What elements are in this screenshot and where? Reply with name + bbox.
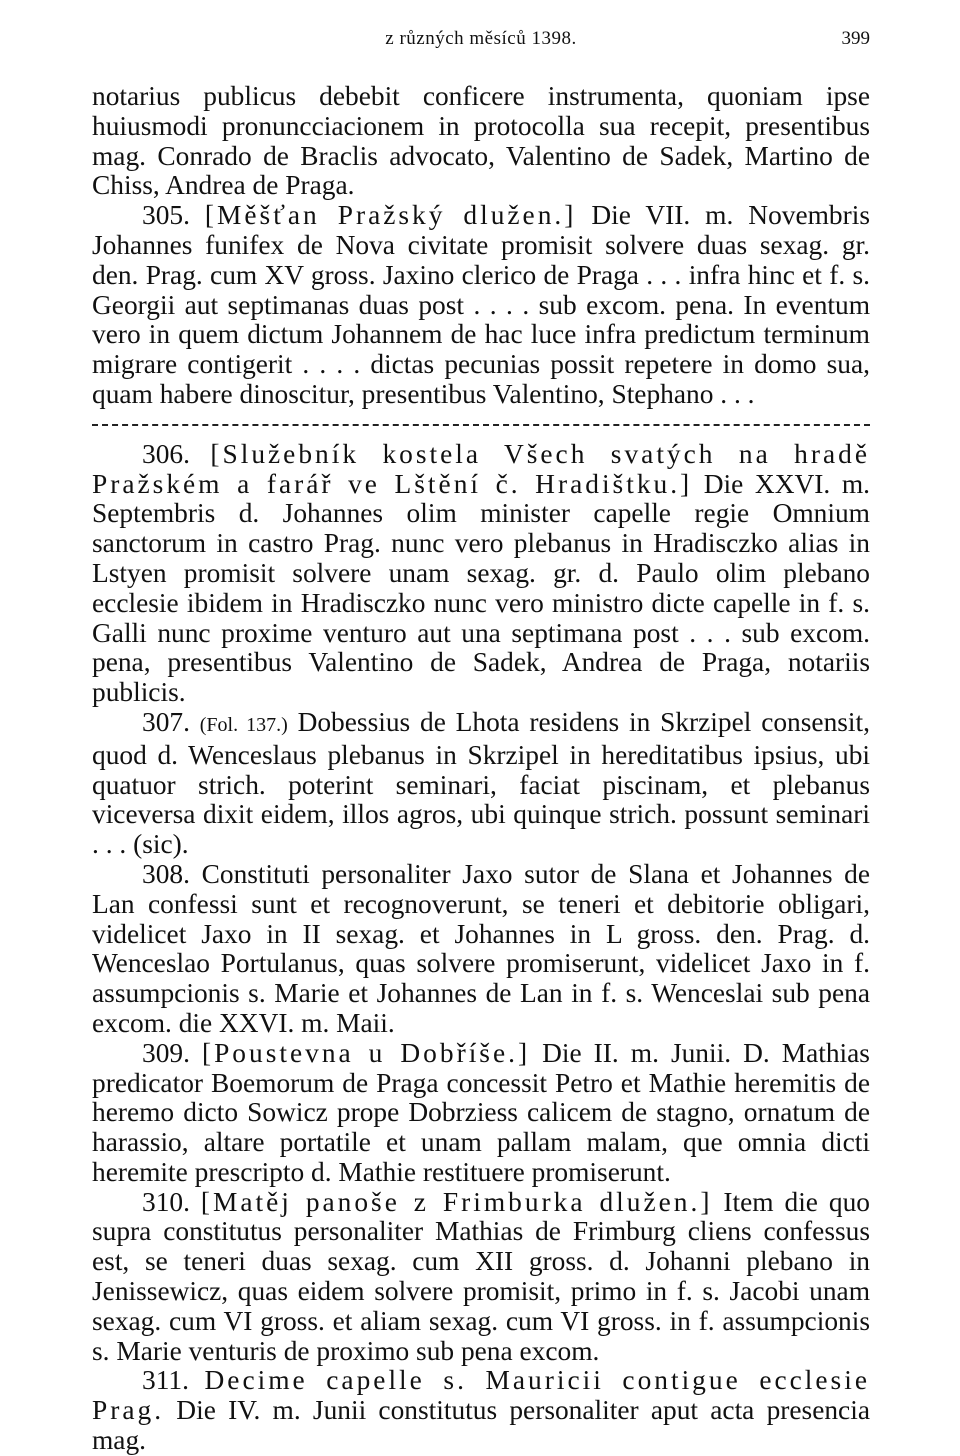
entry-text: Die XXVI. m. Septembris d. Johannes olim minister capelle regie Omnium sanctorum in castro Prag. nunc vero plebanus in Hradisczko alias in Lstyen promisit solvere unam sexag. gr. d. Paulo olim plebano ecclesie ibidem in Hradisczko nunc vero ministro dicte capelle in f. s. Galli nunc proxime venturo aut una septimana post . . . sub excom. pena, presentibus Valentino de Sadek, Andrea de Praga, notariis publicis. — [92, 468, 870, 708]
entry-text: Dobessius de Lhota residens in Skrzipel consensit, quod d. Wenceslaus plebanus in Skrzipel in hereditatibus ipsius, ubi quatuor strich. poterint seminari, faciat piscinam, et plebanus viceversa dixit eidem, illos agros, ubi quinque strich. possunt seminari . . . (sic). — [92, 706, 870, 860]
entry-text: Die IV. m. Junii constitutus personaliter aput acta presencia mag. — [92, 1395, 870, 1456]
entry-number: 308. — [142, 858, 190, 889]
entry-heading: [Měšťan Pražský dlužen.] — [204, 200, 577, 231]
running-header — [92, 28, 870, 58]
entry-311 — [92, 1366, 870, 1455]
entry-307 — [92, 708, 870, 860]
entry-310 — [92, 1188, 870, 1367]
entry-heading: [Služebník kostela Všech svatých na hradě Pražském a farář ve Lštění č. Hradištku.] — [92, 438, 870, 499]
entry-text: Item die quo supra constitutus personaliter Mathias de Frimburg cliens confessus est, se teneri duas sexag. cum XII gross. d. Johanni plebano in Jenissewicz, quas eidem solvere promisit, primo in f. s. Jacobi unam sexag. cum VI gross. et aliam sexag. cum VI gross. in f. assumpcionis s. Marie venturis de proximo sub pena excom. — [92, 1186, 870, 1366]
entry-text: Constituti personaliter Jaxo sutor de Slana et Johannes de Lan confessi sunt et recognoverunt, se teneri et debitorie obligari, videlicet Jaxo in II sexag. et Johannes in L gross. den. Prag. d. Wenceslao Portulanus, quas solvere promiserunt, videlicet Jaxo in f. assumpcionis s. Marie et Johannes de Lan in f. s. Wenceslai sub pena excom. die XXVI. m. Maii. — [92, 858, 870, 1038]
entry-308 — [92, 860, 870, 1039]
document-page — [92, 28, 870, 1456]
entry-305 — [92, 201, 870, 410]
page-number: 399 — [841, 28, 870, 49]
body-text — [92, 82, 870, 1456]
dashed-separator — [92, 410, 870, 440]
entry-number: 311. — [142, 1365, 189, 1396]
entry-number: 309. — [142, 1037, 190, 1068]
entry-text: Die II. m. Junii. D. Mathias predicator Boemorum de Praga concessit Petro et Mathie heremitis de heremo dicto Sowicz prope Dobrziess calicem de stagno, ornatum de harassio, altare portatile et unam pallam malam, que omnia dicti heremite prescripto d. Mathie restituere promiserunt. — [92, 1037, 870, 1187]
entry-heading: [Matěj panoše z Frimburka dlužen.] — [200, 1186, 713, 1217]
entry-number: 310. — [142, 1186, 190, 1217]
entry-number: 306. — [142, 438, 190, 469]
entry-text: Die VII. m. Novembris Johannes funifex de Nova civitate promisit solvere duas sexag. gr. den. Prag. cum XV gross. Jaxino clerico de Praga . . . infra hinc et f. s. Georgii aut septimanas duas post . . . . sub excom. pena. In eventum vero in quem dictum Johannem de hac luce infra predictum terminum migrare contigerit . . . . dictas pecunias possit repetere in domo sua, quam habere dinoscitur, presentibus Valentino, Stephano . . . — [92, 200, 871, 409]
entry-heading: [Poustevna u Dobříše.] — [201, 1037, 531, 1068]
entry-309 — [92, 1039, 870, 1188]
paragraph-text: notarius publicus debebit conficere instrumenta, quoniam ipse huiusmodi pronuncciacionem in protocolla sua recepit, presentibus mag. Conrado de Braclis advocato, Valentino de Sadek, Martino de Chiss, Andrea de Praga. — [92, 81, 870, 201]
paragraph-continuation — [92, 82, 870, 201]
folio-reference: (Fol. 137.) — [199, 713, 288, 736]
running-title: z různých měsíců 1398. — [385, 28, 577, 49]
entry-306 — [92, 440, 870, 708]
entry-number: 305. — [142, 200, 190, 231]
entry-number: 307. — [142, 706, 190, 737]
entry-heading: Decime capelle s. Mauricii contigue ecclesie Prag. — [92, 1365, 870, 1426]
